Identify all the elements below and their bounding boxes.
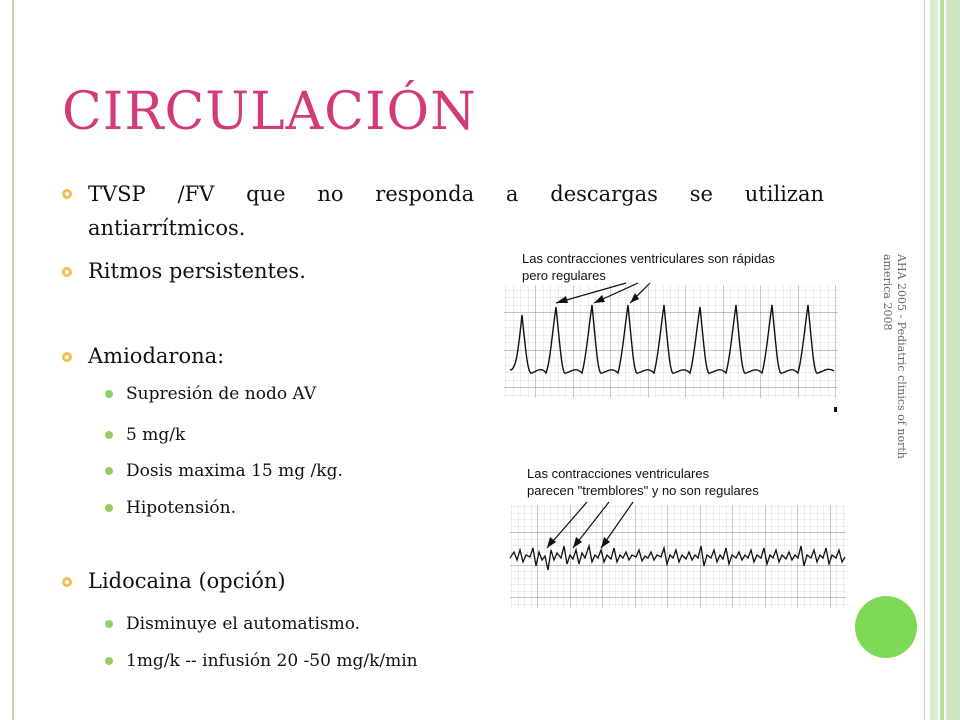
sub-bullet-icon: [105, 657, 113, 665]
decor-stripe: [930, 0, 938, 720]
sub-bullet-icon: [105, 504, 113, 512]
citation-line1: AHA 2005 - Pediatric clinics of north: [895, 254, 908, 459]
ecg2-caption-line2: parecen "tremblores" y no son regulares: [527, 483, 759, 498]
bullet-marker-icon: [62, 352, 72, 362]
sub-bullet-3-2: 5 mg/k: [126, 425, 186, 445]
decor-stripe: [940, 0, 944, 720]
sub-bullet-icon: [105, 390, 113, 398]
bullet-2: Ritmos persistentes.: [88, 259, 306, 283]
sub-bullet-4-2: 1mg/k -- infusión 20 -50 mg/k/min: [126, 651, 418, 671]
bullet-marker-icon: [62, 577, 72, 587]
ecg1-caption-line1: Las contracciones ventriculares son rápidas: [522, 251, 775, 266]
sub-bullet-icon: [105, 620, 113, 628]
vertical-citation: [878, 254, 908, 554]
bullet-marker-icon: [62, 267, 72, 277]
sub-bullet-icon: [105, 467, 113, 475]
ecg-strip-fast-regular: [498, 275, 858, 415]
ecg-strip-fibrillation: [505, 500, 850, 610]
citation-line2: america 2008: [881, 254, 894, 331]
sub-bullet-4-1: Disminuye el automatismo.: [126, 614, 361, 634]
sub-bullet-3-4: Hipotensión.: [126, 498, 236, 518]
bullet-4: Lidocaina (opción): [88, 569, 286, 593]
bullet-1-line1: TVSP /FV que no responda a descargas se utilizan: [88, 182, 824, 206]
bullet-marker-icon: [62, 189, 72, 199]
bullet-1-line2: antiarrítmicos.: [88, 216, 246, 240]
slide-title: CIRCULACIÓN: [62, 82, 477, 142]
sub-bullet-icon: [105, 431, 113, 439]
ecg2-caption-line1: Las contracciones ventriculares: [527, 466, 710, 481]
decor-stripe: [946, 0, 960, 720]
bullet-3: Amiodarona:: [88, 344, 225, 368]
green-circle-decoration: [855, 596, 917, 658]
sub-bullet-3-1: Supresión de nodo AV: [126, 384, 317, 404]
sub-bullet-3-3: Dosis maxima 15 mg /kg.: [126, 461, 343, 481]
ecg1-caption-line2: pero regulares: [522, 268, 606, 283]
